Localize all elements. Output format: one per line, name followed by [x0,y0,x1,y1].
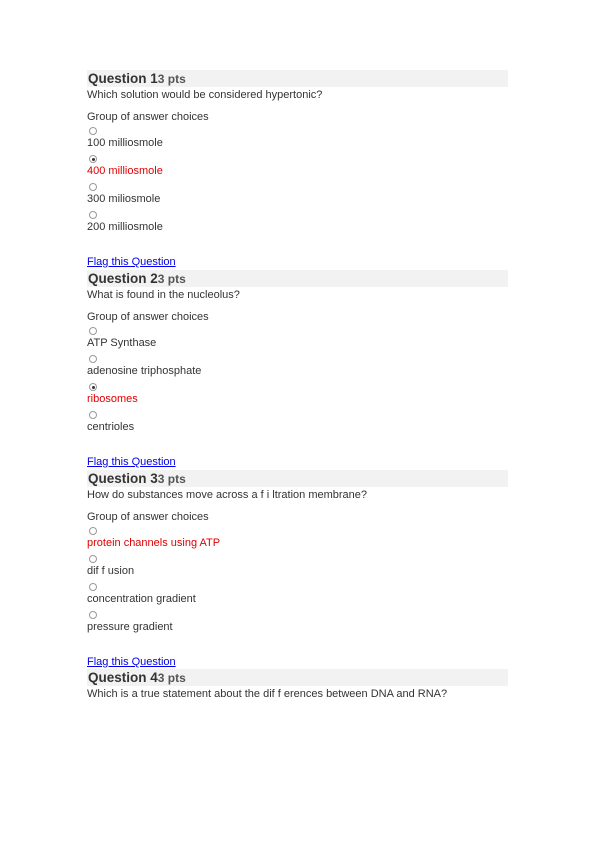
answer-label: protein channels using ATP [87,537,221,549]
question-points: 3 pts [157,72,186,86]
answer-option[interactable] [87,408,508,436]
question-4 [87,669,508,701]
question-points: 3 pts [157,671,186,685]
answer-option[interactable] [87,124,508,152]
answer-label: centrioles [87,421,135,433]
answer-label: 400 milliosmole [87,165,163,177]
answer-label: dif f usion [87,565,135,577]
question-text: Which is a true statement about the dif f erences between DNA and RNA? [87,688,448,700]
radio-button[interactable] [89,411,97,419]
answer-option[interactable] [87,524,508,552]
radio-button-selected[interactable] [89,155,97,163]
answer-option[interactable] [87,324,508,352]
answer-option[interactable] [87,608,508,636]
question-header [87,669,508,686]
question-points: 3 pts [157,472,186,486]
radio-button[interactable] [89,611,97,619]
question-number: Question 3 [88,471,158,486]
question-header [87,270,508,287]
flag-question-link[interactable]: Flag this Question [87,456,176,468]
answer-label: 100 milliosmole [87,137,163,149]
question-text: What is found in the nucleolus? [87,289,240,301]
answer-label: 200 milliosmole [87,221,163,233]
question-2 [87,270,508,436]
answer-option[interactable] [87,152,508,180]
question-3 [87,470,508,636]
question-points: 3 pts [157,272,186,286]
radio-button[interactable] [89,127,97,135]
answer-option[interactable] [87,208,508,236]
flag-question-link[interactable]: Flag this Question [87,256,176,268]
answer-label: ATP Synthase [87,337,157,349]
question-header [87,70,508,87]
flag-question-link[interactable]: Flag this Question [87,656,176,668]
answer-option[interactable] [87,180,508,208]
answer-group-label: Group of answer choices [87,311,209,323]
question-1 [87,70,508,236]
radio-button[interactable] [89,555,97,563]
answer-label: adenosine triphosphate [87,365,202,377]
radio-button[interactable] [89,183,97,191]
answer-option[interactable] [87,352,508,380]
radio-button[interactable] [89,355,97,363]
radio-button[interactable] [89,211,97,219]
radio-button[interactable] [89,583,97,591]
answer-label: concentration gradient [87,593,196,605]
radio-button[interactable] [89,327,97,335]
answer-option[interactable] [87,552,508,580]
radio-button-selected[interactable] [89,383,97,391]
answer-group-label: Group of answer choices [87,511,209,523]
question-text: Which solution would be considered hypertonic? [87,89,323,101]
answer-label: ribosomes [87,393,138,405]
answer-group-label: Group of answer choices [87,111,209,123]
radio-button[interactable] [89,527,97,535]
answer-label: pressure gradient [87,621,173,633]
answer-option[interactable] [87,580,508,608]
question-number: Question 2 [88,271,158,286]
question-header [87,470,508,487]
answer-option[interactable] [87,380,508,408]
question-number: Question 4 [88,670,158,685]
answer-label: 300 miliosmole [87,193,161,205]
question-text: How do substances move across a f i ltration membrane? [87,489,368,501]
question-number: Question 1 [88,71,158,86]
